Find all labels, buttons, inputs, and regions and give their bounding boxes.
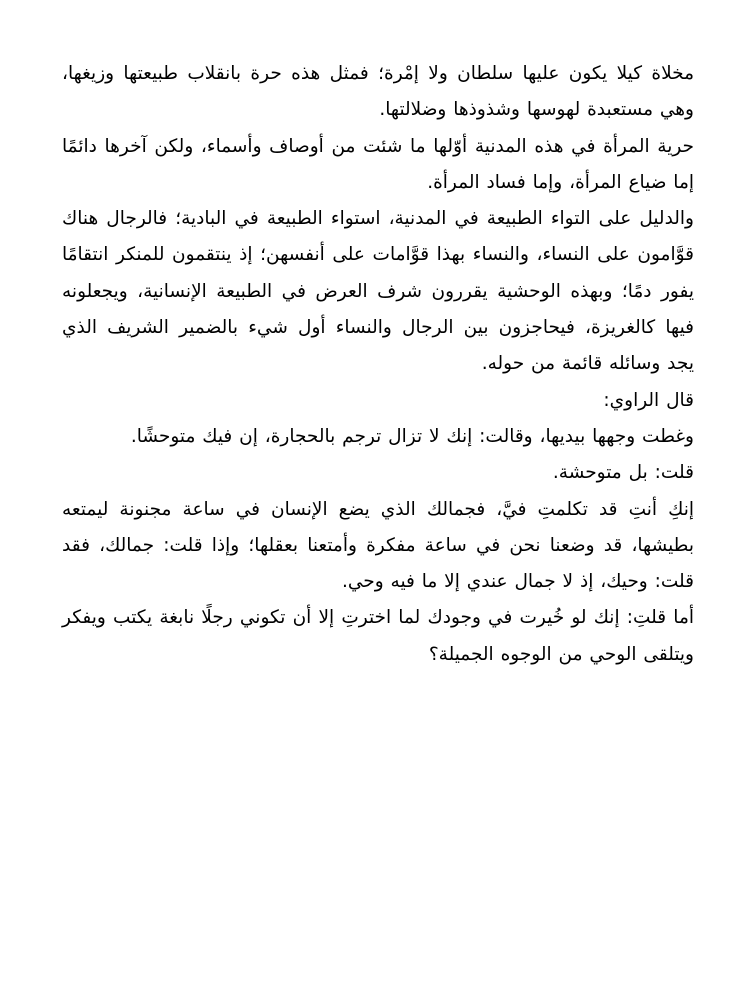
paragraph-5: وغطت وجهها بيديها، وقالت: إنك لا تزال ترجم بالحجارة، إن فيك متوحشًا. <box>130 425 694 447</box>
paragraph-2: حرية المرأة في هذه المدنية أوّلها ما شئت من أوصاف وأسماء، ولكن آخرها دائمًا إما ضياع المرأة، وإما فساد المرأة. <box>62 135 694 193</box>
paragraph-8: أما قلتِ: إنك لو خُيرت في وجودك لما اخترتِ إلا أن تكوني رجلًا نابغة يكتب ويفكر ويتلقى الوحي من الوجوه الجميلة؟ <box>62 607 694 665</box>
paragraph-1: مخلاة كيلا يكون عليها سلطان ولا إمْرة؛ فمثل هذه حرة بانقلاب طبيعتها وزيغها، وهي مستعبدة لهوسها وشذوذها وضلالتها. <box>62 63 694 121</box>
page-text-body <box>62 56 694 673</box>
paragraph-3: والدليل على التواء الطبيعة في المدنية، استواء الطبيعة في البادية؛ فالرجال هناك قوَّامون على النساء، والنساء بهذا قوَّامات على أنفسهن؛ إذ ينتقمون للمنكر انتقامًا يفور دمًا؛ وبهذه الوحشية يقررون شرف العرض في الطبيعة الإنسانية، ويجعلونه فيها كالغريزة، فيحاجزون بين الرجال والنساء أول شيء بالضمير الشريف الذي يجد وسائله قائمة من حوله. <box>62 208 694 375</box>
paragraph-6: قلت: بل متوحشة. <box>552 462 694 484</box>
paragraph-4-narrator-said: قال الراوي: <box>603 389 694 411</box>
paragraph-7: إنكِ أنتِ قد تكلمتِ فيَّ، فجمالك الذي يضع الإنسان في ساعة مجنونة ليمتعه بطيشها، قد وضعنا نحن في ساعة مفكرة وأمتعنا بعقلها؛ وإذا قلت: جمالك، فقد قلت: وحيك، إذ لا جمال عندي إلا ما فيه وحي. <box>62 498 694 593</box>
